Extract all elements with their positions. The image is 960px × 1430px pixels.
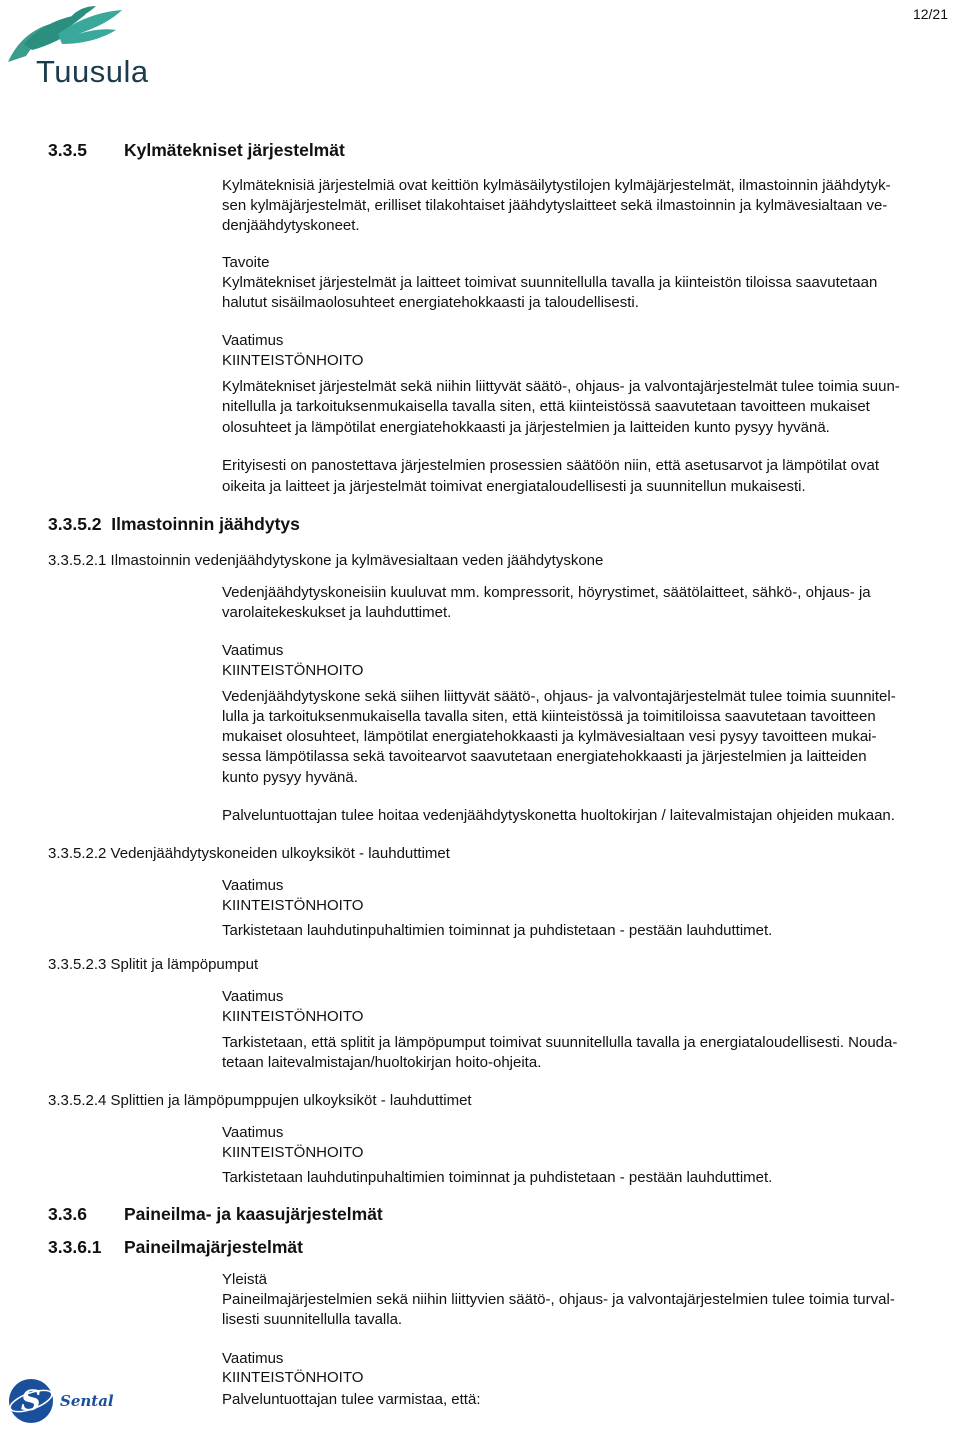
paragraph-line: Vedenjäähdytyskone sekä siihen liittyvät säätö-, ohjaus- ja valvontajärjestelmät tulee toimia suunnitel- [222, 688, 896, 705]
label-kiinteistonhoito: KIINTEISTÖNHOITO [222, 1144, 364, 1161]
section-number: 3.3.6.1 [48, 1237, 102, 1257]
paragraph-line: varolaitekeskukset ja lauhduttimet. [222, 604, 452, 621]
paragraph-line: kunto pysyy hyvänä. [222, 769, 358, 786]
paragraph-line: Kylmätekniset järjestelmät sekä niihin liittyvät säätö-, ohjaus- ja valvontajärjestelmät tulee toimia suun- [222, 378, 900, 395]
paragraph-line: sessa lämpötilassa sekä tavoitearvot saavutetaan energiatehokkaasti ja järjestelmien ja laitteiden [222, 748, 867, 765]
paragraph-line: Palveluntuottajan tulee varmistaa, että: [222, 1391, 481, 1408]
label-vaatimus: Vaatimus [222, 877, 284, 894]
label-vaatimus: Vaatimus [222, 1124, 284, 1141]
label-vaatimus: Vaatimus [222, 1350, 284, 1367]
subsection-title: 3.3.5.2.4 Splittien ja lämpöpumppujen ulkoyksiköt - lauhduttimet [48, 1092, 472, 1109]
section-title: Kylmätekniset järjestelmät [124, 140, 345, 160]
label-kiinteistonhoito: KIINTEISTÖNHOITO [222, 352, 364, 369]
sental-logo-text: Sental [60, 1392, 114, 1410]
tuusula-logo-text: Tuusula [36, 54, 149, 89]
paragraph-line: Kylmätekniset järjestelmät ja laitteet toimivat suunnitellulla tavalla ja kiinteistön tiloissa saavutetaan [222, 274, 878, 291]
subsection-title: 3.3.5.2 Ilmastoinnin jäähdytys [48, 514, 300, 534]
paragraph-line: Palveluntuottajan tulee hoitaa vedenjäähdytyskonetta huoltokirjan / laitevalmistajan ohjeiden mukaan. [222, 807, 895, 824]
paragraph-line: lulla ja tarkoituksenmukaisella tavalla siten, että kiinteistössä ja toimitiloissa saavutetaan tavoitteen [222, 708, 876, 725]
subsection-title: 3.3.5.2.2 Vedenjäähdytyskoneiden ulkoyksiköt - lauhduttimet [48, 845, 450, 862]
paragraph-line: Tarkistetaan, että splitit ja lämpöpumput toimivat suunnitellulla tavalla ja energiataloudellisesti. Nouda- [222, 1034, 898, 1051]
paragraph-line: Erityisesti on panostettava järjestelmien prosessien säätöön niin, että asetusarvot ja lämpötilat ovat [222, 457, 880, 474]
paragraph-line: lisesti suunnitellulla tavalla. [222, 1311, 403, 1328]
subsection-title: 3.3.5.2.3 Splitit ja lämpöpumput [48, 956, 259, 973]
sental-logo-icon [8, 1378, 54, 1424]
section-title: Paineilma- ja kaasujärjestelmät [124, 1204, 383, 1224]
svg-text:S: S [20, 1384, 42, 1417]
section-number: 3.3.5 [48, 140, 87, 160]
label-vaatimus: Vaatimus [222, 332, 284, 349]
section-title: Paineilmajärjestelmät [124, 1237, 303, 1257]
subsection-title: 3.3.5.2.1 Ilmastoinnin vedenjäähdytyskone ja kylmävesialtaan veden jäähdytyskone [48, 552, 604, 569]
page-number: 12/21 [912, 6, 948, 22]
tuusula-logo [4, 4, 154, 88]
label-yleista: Yleistä [222, 1271, 268, 1288]
label-kiinteistonhoito: KIINTEISTÖNHOITO [222, 662, 364, 679]
paragraph-line: nitellulla ja tarkoituksenmukaisella tavalla siten, että kiinteistössä saavutetaan tavoitteen mukaiset [222, 398, 870, 415]
paragraph-line: denjäähdytyskoneet. [222, 217, 360, 234]
label-kiinteistonhoito: KIINTEISTÖNHOITO [222, 897, 364, 914]
paragraph-line: Paineilmajärjestelmien sekä niihin liittyvien säätö-, ohjaus- ja valvontajärjestelmien tulee toimia turval- [222, 1291, 895, 1308]
section-number: 3.3.6 [48, 1204, 87, 1224]
paragraph-line: sen kylmäjärjestelmät, erilliset tilakohtaiset jäähdytyslaitteet sekä ilmastoinnin ja kylmävesialtaan ve- [222, 197, 888, 214]
paragraph-line: Vedenjäähdytyskoneisiin kuuluvat mm. kompressorit, höyrystimet, säätölaitteet, sähkö-, ohjaus- ja [222, 584, 871, 601]
label-vaatimus: Vaatimus [222, 642, 284, 659]
paragraph-line: mukaiset olosuhteet, lämpötilat energiatehokkaasti ja kylmävesialtaan vesi pysyy tavoitteen mukai- [222, 728, 877, 745]
paragraph-line: oikeita ja laitteet ja järjestelmät toimivat energiataloudellisesti ja suunnitellun mukaisesti. [222, 478, 806, 495]
label-tavoite: Tavoite [222, 254, 270, 271]
label-vaatimus: Vaatimus [222, 988, 284, 1005]
label-kiinteistonhoito: KIINTEISTÖNHOITO [222, 1008, 364, 1025]
label-kiinteistonhoito: KIINTEISTÖNHOITO [222, 1369, 364, 1386]
paragraph-line: halutut sisäilmaolosuhteet energiatehokkaasti ja taloudellisesti. [222, 294, 639, 311]
paragraph-line: Tarkistetaan lauhdutinpuhaltimien toiminnat ja puhdistetaan - pestään lauhduttimet. [222, 1169, 773, 1186]
paragraph-line: Kylmäteknisiä järjestelmiä ovat keittiön kylmäsäilytystilojen kylmäjärjestelmät, ilmastoinnin jäähdytyk- [222, 177, 891, 194]
paragraph-line: olosuhteet ja lämpötilat energiatehokkaasti ja järjestelmien ja laitteiden kunto pysyy hyvänä. [222, 419, 830, 436]
paragraph-line: tetaan laitevalmistajan/huoltokirjan hoito-ohjeita. [222, 1054, 542, 1071]
paragraph-line: Tarkistetaan lauhdutinpuhaltimien toiminnat ja puhdistetaan - pestään lauhduttimet. [222, 922, 773, 939]
